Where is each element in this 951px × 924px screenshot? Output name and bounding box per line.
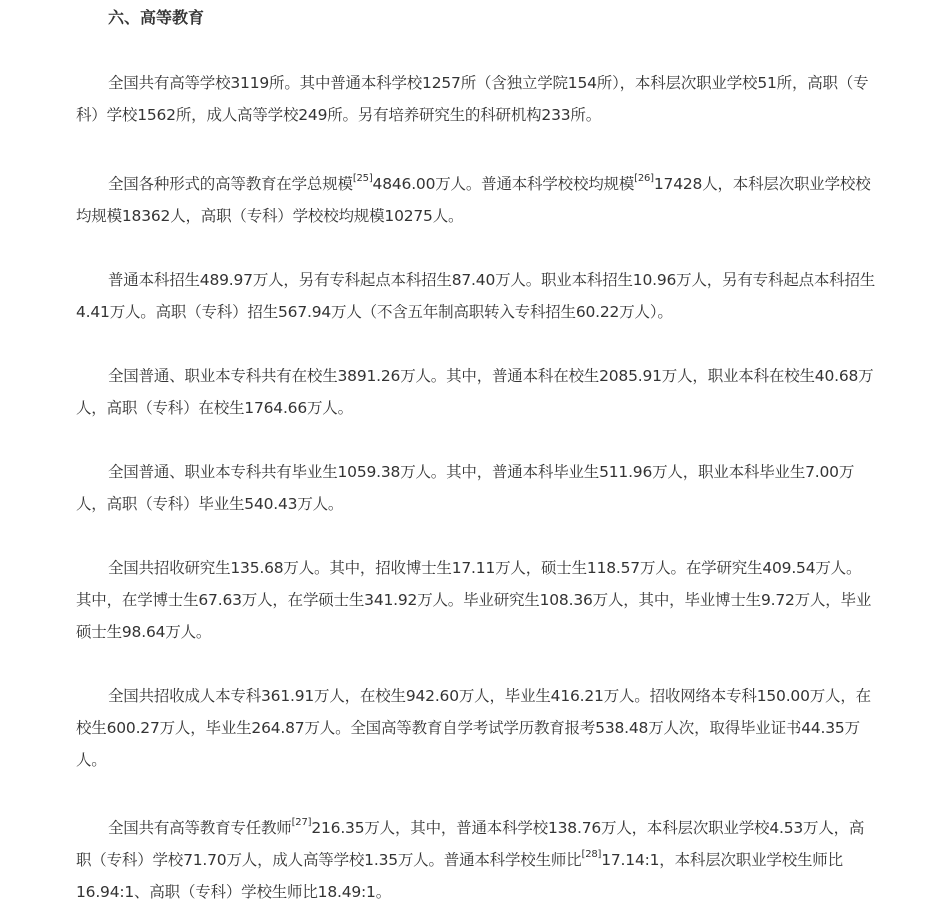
footnote-ref-26[interactable]: [26] [634,172,654,184]
paragraph-text: 全国普通、职业本专科共有毕业生1059.38万人。其中，普通本科毕业生511.96万人，职业本科毕业生7.00万人，高职（专科）毕业生540.43万人。 [76,463,855,513]
paragraph-text: 216.35万人，其中，普通本科学校138.76万人，本科层次职业学校4.53万人，高职（专科）学校71.70万人，成人高等学校1.35万人。普通本科学校生师比 [76,819,865,869]
paragraph-adult-education [76,680,876,776]
paragraph-text: 全国共有高等学校3119所。其中普通本科学校1257所（含独立学院154所），本科层次职业学校51所，高职（专科）学校1562所，成人高等学校249所。另有培养研究生的科研机构233所。 [76,74,869,124]
paragraph-teachers [76,812,876,908]
paragraph-enrollment [76,264,876,328]
footnote-ref-28[interactable]: [28] [581,848,602,860]
paragraph-graduates [76,456,876,520]
paragraph-text: 17.14:1，本科层次职业学校生师比16.94:1、高职（专科）学校生师比18.49:1。 [76,851,843,901]
paragraph-text: 全国共有高等教育专任教师 [108,819,292,837]
section-heading: 六、高等教育 [108,8,205,27]
paragraph-institutions [76,67,876,131]
footnote-ref-25[interactable]: [25] [352,172,373,184]
paragraph-text: 17428人，本科层次职业学校校均规模18362人，高职（专科）学校校均规模10275人。 [76,175,871,225]
paragraph-text: 全国共招收成人本专科361.91万人，在校生942.60万人，毕业生416.21万人。招收网络本专科150.00万人，在校生600.27万人，毕业生264.87万人。全国高等教育自学考试学历教育报考538.48万人次，取得毕业证书44.35万人。 [76,687,871,769]
paragraph-text: 全国各种形式的高等教育在学总规模 [108,175,353,193]
paragraph-students [76,360,876,424]
paragraph-scale [76,168,876,232]
paragraph-text: 4846.00万人。普通本科学校校均规模 [372,175,635,193]
paragraph-text: 普通本科招生489.97万人，另有专科起点本科招生87.40万人。职业本科招生10.96万人，另有专科起点本科招生4.41万人。高职（专科）招生567.94万人（不含五年制高职转入专科招生60.22万人）。 [76,271,876,321]
footnote-ref-27[interactable]: [27] [291,816,312,828]
paragraph-postgraduates [76,552,876,648]
paragraph-text: 全国共招收研究生135.68万人。其中，招收博士生17.11万人，硕士生118.57万人。在学研究生409.54万人。其中，在学博士生67.63万人，在学硕士生341.92万人。毕业研究生108.36万人，其中，毕业博士生9.72万人，毕业硕士生98.64万人。 [76,559,872,641]
paragraph-text: 全国普通、职业本专科共有在校生3891.26万人。其中，普通本科在校生2085.91万人，职业本科在校生40.68万人，高职（专科）在校生1764.66万人。 [76,367,874,417]
